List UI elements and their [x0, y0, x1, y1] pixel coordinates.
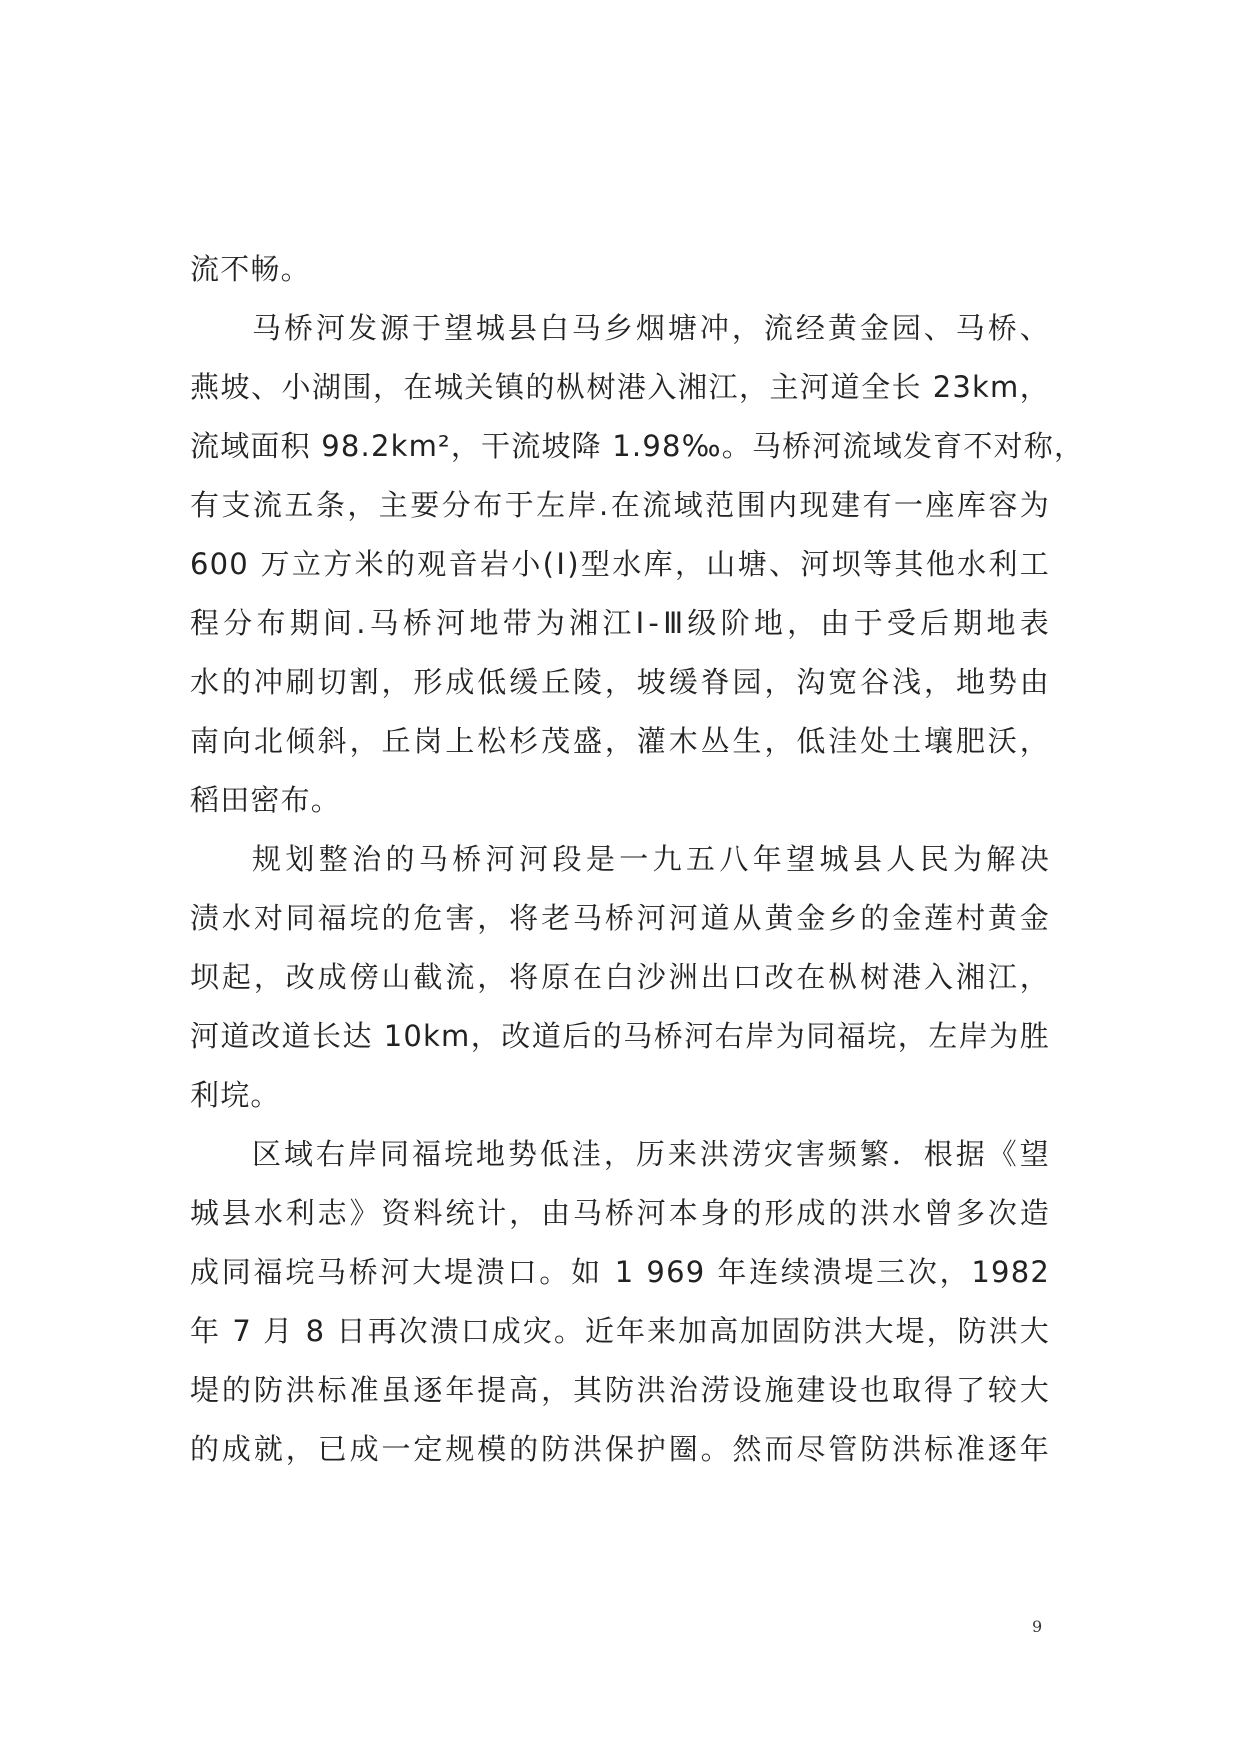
paragraph-line: 堤的防洪标准虽逐年提高，其防洪治涝设施建设也取得了较大	[190, 1373, 1050, 1407]
paragraph-line: 水的冲刷切割，形成低缓丘陵，坡缓脊园，沟宽谷浅，地势由	[190, 665, 1050, 699]
page-number: 9	[1032, 1617, 1043, 1636]
paragraph-line: 渍水对同福垸的危害，将老马桥河河道从黄金乡的金莲村黄金	[190, 901, 1050, 935]
paragraph-line: 流域面积 98.2km²，干流坡降 1.98‰。马桥河流域发育不对称，	[190, 429, 1085, 463]
paragraph-line: 河道改道长达 10km，改道后的马桥河右岸为同福垸，左岸为胜	[190, 1019, 1050, 1053]
paragraph-line: 规划整治的马桥河河段是一九五八年望城县人民为解决	[252, 842, 1050, 876]
paragraph-line: 年 7 月 8 日再次溃口成灾。近年来加高加固防洪大堤，防洪大	[190, 1314, 1050, 1348]
paragraph-line: 利垸。	[190, 1078, 281, 1112]
paragraph-line: 成同福垸马桥河大堤溃口。如 1 969 年连续溃堤三次，1982	[190, 1255, 1050, 1289]
paragraph-line: 南向北倾斜，丘岗上松杉茂盛，灌木丛生，低洼处土壤肥沃，	[190, 724, 1050, 758]
paragraph-line: 有支流五条，主要分布于左岸.在流域范围内现建有一座库容为	[190, 488, 1050, 522]
paragraph-line: 城县水利志》资料统计，由马桥河本身的形成的洪水曾多次造	[190, 1196, 1050, 1230]
paragraph-line: 稻田密布。	[190, 783, 342, 817]
paragraph-line: 马桥河发源于望城县白马乡烟塘冲，流经黄金园、马桥、	[252, 311, 1050, 345]
paragraph-line: 600 万立方米的观音岩小(Ⅰ)型水库，山塘、河坝等其他水利工	[190, 547, 1050, 581]
paragraph-line: 流不畅。	[190, 252, 311, 286]
paragraph-line: 坝起，改成傍山截流，将原在白沙洲出口改在枞树港入湘江，	[190, 960, 1050, 994]
paragraph-line: 的成就，已成一定规模的防洪保护圈。然而尽管防洪标准逐年	[190, 1432, 1050, 1466]
paragraph-line: 程分布期间.马桥河地带为湘江Ⅰ-Ⅲ级阶地，由于受后期地表	[190, 606, 1050, 640]
body-text	[190, 240, 1085, 1479]
paragraph-line: 燕坡、小湖围，在城关镇的枞树港入湘江，主河道全长 23km，	[190, 370, 1050, 404]
paragraph-line: 区域右岸同福垸地势低洼，历来洪涝灾害频繁．根据《望	[252, 1137, 1050, 1171]
